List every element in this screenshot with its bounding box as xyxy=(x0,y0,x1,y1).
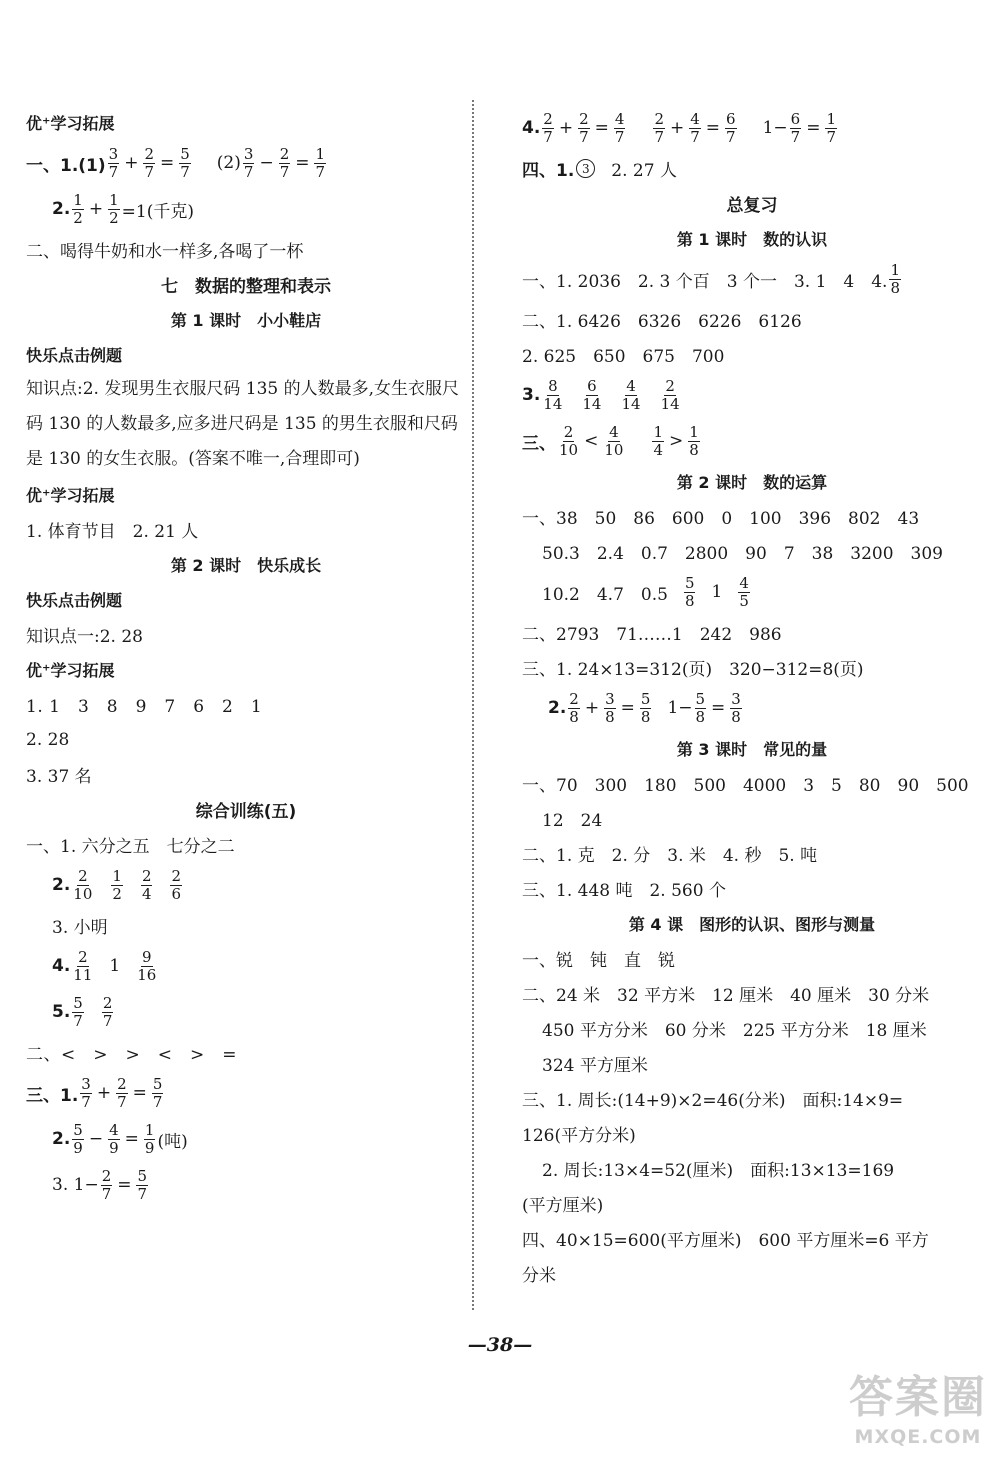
answer-line: 2. 28 xyxy=(26,729,70,750)
answer-line: 一、1.(1) $\frac{3}{7}$ + $\frac{2}{7}$ = $\frac{5}{7}$ (2) $\frac{3}{7}$ − $\frac{2}{7}$ = $\frac{1}{7}$ xyxy=(26,144,326,181)
lesson-title: 第 2 课时 数的运算 xyxy=(676,473,828,492)
fraction: $\frac{2}{14}$ xyxy=(660,376,680,413)
answer-line: 二、1. 6426 6326 6226 6126 xyxy=(522,312,802,332)
section-heading: 优⁺学习拓展 xyxy=(26,114,115,133)
column-divider xyxy=(472,100,474,1310)
fraction: $\frac{1}{4}$ xyxy=(653,422,663,459)
fraction: $\frac{2}{4}$ xyxy=(141,866,152,903)
answer-line: 450 平方分米 60 分米 225 平方分米 18 厘米 xyxy=(542,1021,927,1041)
fraction: $\frac{6}{7}$ xyxy=(726,109,736,146)
fraction: $\frac{1}{8}$ xyxy=(890,260,900,297)
answer-line: 二、1. 克 2. 分 3. 米 4. 秒 5. 吨 xyxy=(522,846,818,866)
lesson-title: 第 1 课时 小小鞋店 xyxy=(170,311,322,330)
chapter-title: 总复习 xyxy=(726,196,778,216)
fraction: $\frac{1}{2}$ xyxy=(109,190,119,227)
fraction: $\frac{8}{14}$ xyxy=(543,376,563,413)
answer-line: 一、锐 钝 直 锐 xyxy=(522,951,675,971)
answer-line: 126(平方分米) xyxy=(522,1126,636,1146)
fraction: $\frac{5}{8}$ xyxy=(640,689,651,726)
answer-line: 一、38 50 86 600 0 100 396 802 43 xyxy=(522,509,920,529)
watermark-url: MXQE.COM xyxy=(854,1426,982,1448)
fraction: $\frac{2}{7}$ xyxy=(102,993,113,1030)
answer-line: 三、 $\frac{2}{10}$ < $\frac{4}{10}$ $\frac{1}{4}$ > $\frac{1}{8}$ xyxy=(522,422,699,459)
answer-line: 分米 xyxy=(522,1266,556,1286)
answer-line: 10.2 4.7 0.5 $\frac{5}{8}$ 1 $\frac{4}{5}$ xyxy=(542,573,749,610)
fraction: $\frac{2}{7}$ xyxy=(654,109,664,146)
fraction: $\frac{2}{7}$ xyxy=(279,144,290,181)
fraction: $\frac{2}{7}$ xyxy=(543,109,553,146)
answer-line: 二、喝得牛奶和水一样多,各喝了一杯 xyxy=(26,242,304,262)
answer-line: 四、40×15=600(平方厘米) 600 平方厘米=6 平方 xyxy=(522,1231,929,1251)
answer-line: 5. $\frac{5}{7}$ $\frac{2}{7}$ xyxy=(52,993,113,1030)
answer-line: 2. $\frac{2}{10}$ $\frac{1}{2}$ $\frac{2}{4}$ $\frac{2}{6}$ xyxy=(52,866,182,903)
fraction: $\frac{3}{8}$ xyxy=(731,689,741,726)
watermark-logo xyxy=(838,1370,998,1466)
answer-line: 1. 体育节目 2. 21 人 xyxy=(26,522,199,542)
fraction: $\frac{3}{7}$ xyxy=(108,144,119,181)
answer-paragraph: 知识点:2. 发现男生衣服尺码 135 的人数最多,女生衣服尺码 130 的人数最多,应多进尺码是 135 的男生衣服和尺码是 130 的女生衣服。(答案不唯一,合理即可) xyxy=(26,379,460,469)
fraction: $\frac{4}{14}$ xyxy=(621,376,641,413)
answer-line: 3. 1− $\frac{2}{7}$ = $\frac{5}{7}$ xyxy=(52,1166,148,1203)
fraction: $\frac{9}{16}$ xyxy=(137,947,157,984)
fraction: $\frac{2}{7}$ xyxy=(117,1074,127,1111)
answer-line: 1. 1 3 8 9 7 6 2 1 xyxy=(26,697,263,717)
answer-line: 2. $\frac{5}{9}$ − $\frac{4}{9}$ = $\frac{1}{9}$ (吨) xyxy=(52,1120,188,1157)
lesson-title: 综合训练(五) xyxy=(195,802,297,822)
section-heading: 快乐点击例题 xyxy=(26,346,123,365)
fraction: $\frac{4}{7}$ xyxy=(614,109,625,146)
lesson-title: 第 2 课时 快乐成长 xyxy=(170,556,322,575)
fraction: $\frac{2}{7}$ xyxy=(579,109,589,146)
fraction: $\frac{2}{8}$ xyxy=(569,689,579,726)
fraction: $\frac{2}{7}$ xyxy=(144,144,154,181)
item-number: 一、1.(1) xyxy=(26,155,106,176)
section-heading: 优⁺学习拓展 xyxy=(26,486,115,505)
answer-line: 三、1. 448 吨 2. 560 个 xyxy=(522,881,726,901)
fraction: $\frac{1}{7}$ xyxy=(826,109,836,146)
fraction: $\frac{3}{7}$ xyxy=(243,144,254,181)
answer-line: 三、1. $\frac{3}{7}$ + $\frac{2}{7}$ = $\frac{5}{7}$ xyxy=(26,1074,163,1111)
answer-line: 一、1. 六分之五 七分之二 xyxy=(26,837,235,857)
answer-line: 3. 37 名 xyxy=(26,767,92,787)
answer-line: 二、< > > < > = xyxy=(26,1045,237,1065)
fraction: $\frac{5}{8}$ xyxy=(695,689,706,726)
answer-line: 2. 625 650 675 700 xyxy=(522,347,725,367)
left-column xyxy=(26,105,466,1208)
fraction: $\frac{2}{10}$ xyxy=(559,422,579,459)
fraction: $\frac{5}{9}$ xyxy=(73,1120,83,1157)
answer-line: 50.3 2.4 0.7 2800 90 7 38 3200 309 xyxy=(542,544,943,564)
section-heading: 优⁺学习拓展 xyxy=(26,661,115,680)
fraction: $\frac{5}{7}$ xyxy=(180,144,190,181)
fraction: $\frac{4}{9}$ xyxy=(109,1120,119,1157)
fraction: $\frac{4}{5}$ xyxy=(739,573,749,610)
answer-line: 一、70 300 180 500 4000 3 5 80 90 500 xyxy=(522,776,969,796)
answer-line: 二、2793 71……1 242 986 xyxy=(522,625,782,645)
fraction: $\frac{2}{11}$ xyxy=(73,947,93,984)
fraction: $\frac{1}{2}$ xyxy=(112,866,122,903)
lesson-title: 第 3 课时 常见的量 xyxy=(676,740,828,759)
fraction: $\frac{5}{7}$ xyxy=(152,1074,163,1111)
answer-line: 三、1. 24×13=312(页) 320−312=8(页) xyxy=(522,660,864,680)
fraction: $\frac{2}{10}$ xyxy=(73,866,93,903)
fraction: $\frac{1}{8}$ xyxy=(689,422,699,459)
fraction: $\frac{5}{7}$ xyxy=(73,993,83,1030)
fraction: $\frac{3}{8}$ xyxy=(605,689,615,726)
fraction: $\frac{6}{14}$ xyxy=(582,376,602,413)
answer-line: 2. $\frac{1}{2}$ + $\frac{1}{2}$ =1(千克) xyxy=(52,190,194,227)
right-column xyxy=(522,105,982,1291)
answer-line: 2. $\frac{2}{8}$ + $\frac{3}{8}$ = $\frac{5}{8}$ 1− $\frac{5}{8}$ = $\frac{3}{8}$ xyxy=(548,689,741,726)
chapter-title: 七 数据的整理和表示 xyxy=(161,277,331,297)
lesson-title: 第 4 课 图形的认识、图形与测量 xyxy=(628,915,876,934)
fraction: $\frac{3}{7}$ xyxy=(81,1074,91,1111)
fraction: $\frac{1}{2}$ xyxy=(73,190,83,227)
answer-line: 324 平方厘米 xyxy=(542,1056,648,1076)
answer-line: 4. $\frac{2}{7}$ + $\frac{2}{7}$ = $\frac{4}{7}$ $\frac{2}{7}$ + $\frac{4}{7}$ = $\frac{6}{7}$ 1− $\frac{6}{7}$ = $\frac{1}{7}$ xyxy=(522,109,836,146)
watermark-text: 答案圈 xyxy=(849,1372,987,1423)
circled-number: 3 xyxy=(576,159,595,178)
answer-line: 12 24 xyxy=(542,811,603,831)
fraction: $\frac{5}{8}$ xyxy=(684,573,695,610)
answer-line: 三、1. 周长:(14+9)×2=46(分米) 面积:14×9= xyxy=(522,1091,904,1111)
fraction: $\frac{4}{7}$ xyxy=(690,109,700,146)
answer-line: 二、24 米 32 平方米 12 厘米 40 厘米 30 分米 xyxy=(522,986,930,1006)
fraction: $\frac{6}{7}$ xyxy=(790,109,801,146)
fraction: $\frac{2}{6}$ xyxy=(171,866,182,903)
section-heading: 快乐点击例题 xyxy=(26,591,123,610)
fraction: $\frac{4}{10}$ xyxy=(604,422,624,459)
lesson-title: 第 1 课时 数的认识 xyxy=(676,230,828,249)
fraction: $\frac{1}{9}$ xyxy=(144,1120,155,1157)
answer-line: 四、1. 3 2. 27 人 xyxy=(522,161,677,181)
fraction: $\frac{5}{7}$ xyxy=(137,1166,148,1203)
page-number: —38— xyxy=(467,1334,533,1356)
fraction: $\frac{2}{7}$ xyxy=(101,1166,112,1203)
answer-line: 知识点一:2. 28 xyxy=(26,627,143,647)
answer-line: 2. 周长:13×4=52(厘米) 面积:13×13=169 xyxy=(542,1161,895,1181)
answer-line: 4. $\frac{2}{11}$ 1 $\frac{9}{16}$ xyxy=(52,947,157,984)
answer-line: 一、1. 2036 2. 3 个百 3 个一 3. 1 4 4. $\frac{1}{8}$ xyxy=(522,260,900,297)
fraction: $\frac{1}{7}$ xyxy=(315,144,326,181)
answer-line: 3. 小明 xyxy=(52,918,108,938)
answer-line: (平方厘米) xyxy=(522,1196,604,1216)
answer-line: 3. $\frac{8}{14}$ $\frac{6}{14}$ $\frac{4}{14}$ $\frac{2}{14}$ xyxy=(522,376,680,413)
